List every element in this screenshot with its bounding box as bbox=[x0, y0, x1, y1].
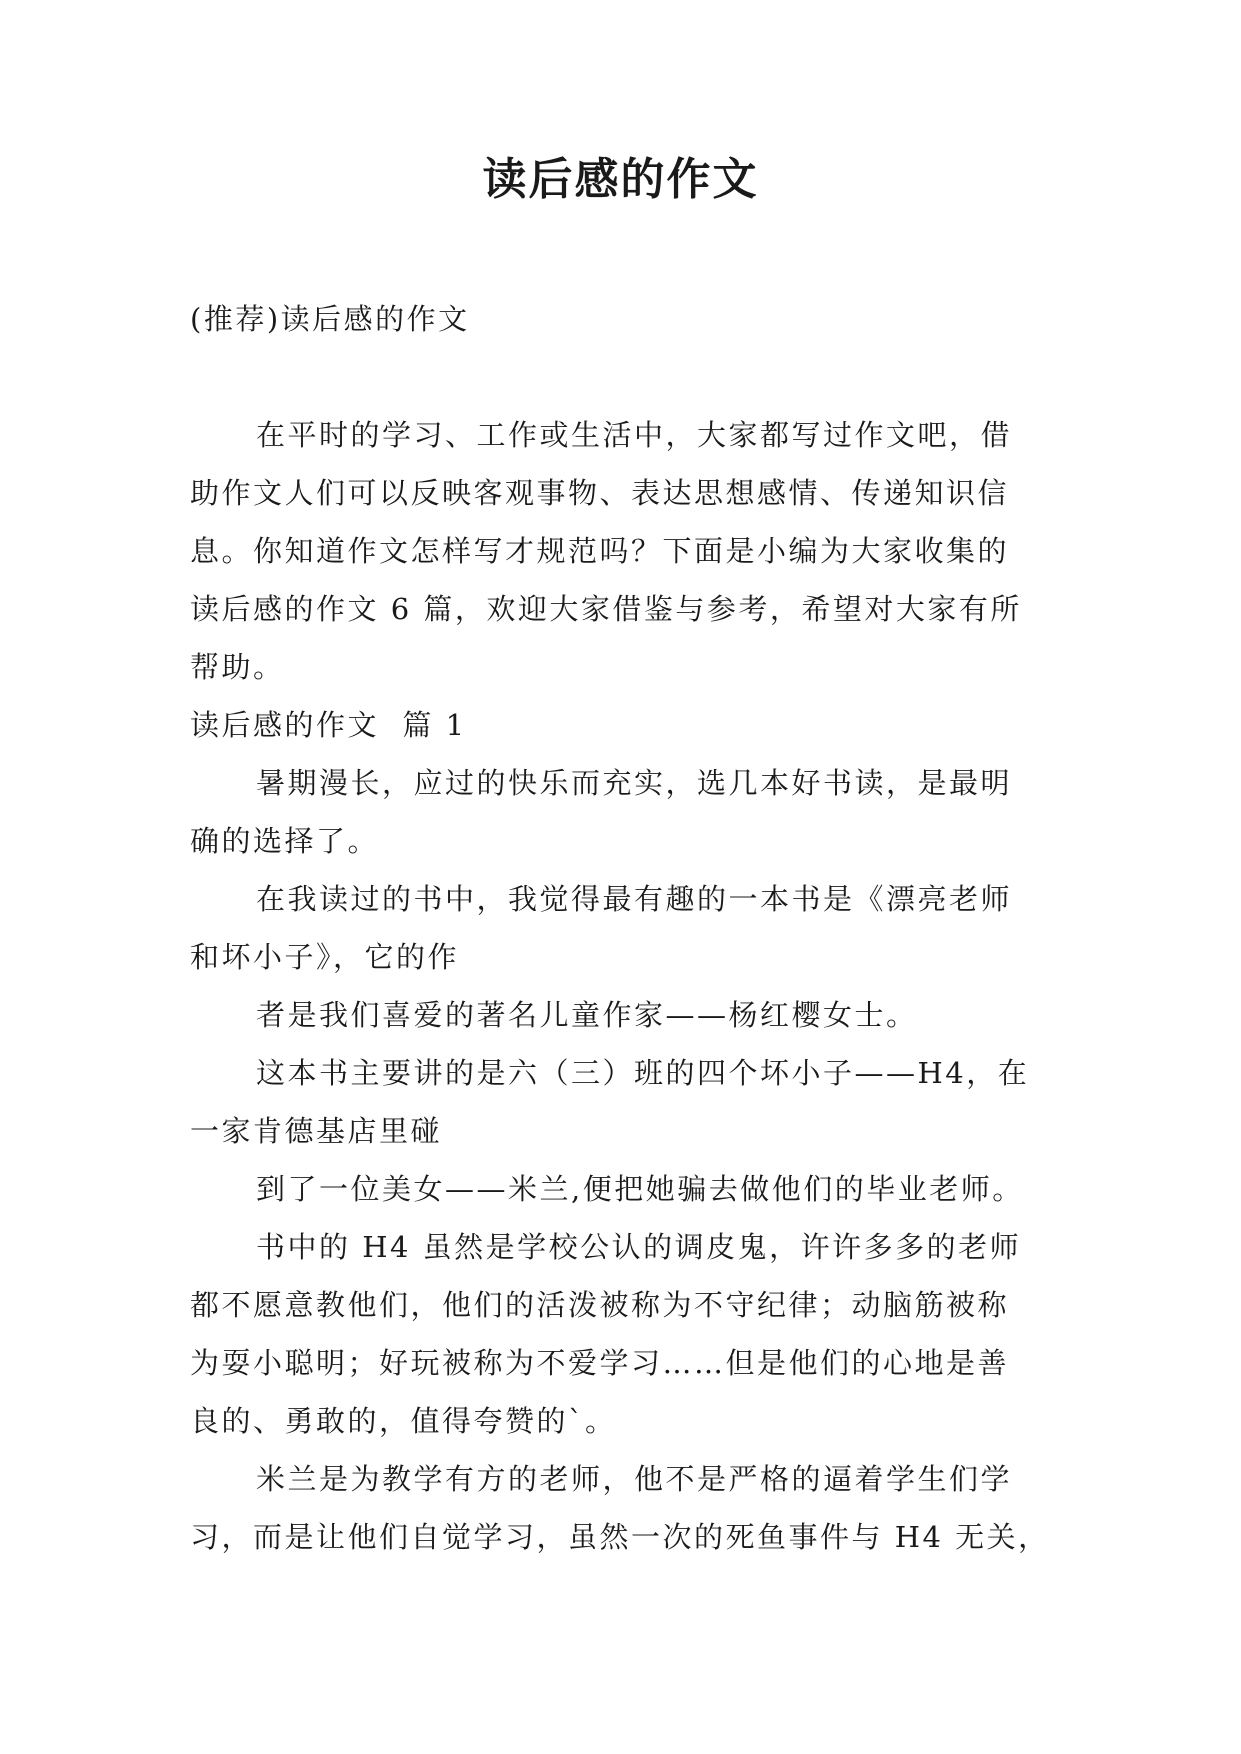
text-line: 都不愿意教他们，他们的活泼被称为不守纪律；动脑筋被称 bbox=[190, 1288, 1010, 1322]
text-line: 帮助。 bbox=[190, 650, 285, 684]
text-line: 确的选择了。 bbox=[190, 824, 380, 858]
text-line: 到了一位美女——米兰,便把她骗去做他们的毕业老师。 bbox=[256, 1172, 1024, 1206]
text-line: 暑期漫长，应过的快乐而充实，选几本好书读，是最明 bbox=[256, 766, 1013, 800]
text-line: 习，而是让他们自觉学习，虽然一次的死鱼事件与 H4 无关， bbox=[190, 1520, 1050, 1554]
text-line: 为耍小聪明；好玩被称为不爱学习……但是他们的心地是善 bbox=[190, 1346, 1010, 1380]
text-line: 米兰是为教学有方的老师，他不是严格的逼着学生们学 bbox=[256, 1462, 1013, 1496]
document-body bbox=[190, 290, 1050, 1566]
paragraph-gap bbox=[190, 348, 1050, 406]
text-line: 书中的 H4 虽然是学校公认的调皮鬼，许许多多的老师 bbox=[256, 1230, 1022, 1264]
text-line: 这本书主要讲的是六（三）班的四个坏小子——H4，在 bbox=[256, 1056, 1030, 1090]
text-line: (推荐)读后感的作文 bbox=[190, 302, 470, 336]
text-line: 在平时的学习、工作或生活中，大家都写过作文吧，借 bbox=[256, 418, 1013, 452]
text-line: 和坏小子》，它的作 bbox=[190, 940, 460, 974]
text-line: 息。你知道作文怎样写才规范吗？下面是小编为大家收集的 bbox=[190, 534, 1010, 568]
text-line: 助作文人们可以反映客观事物、表达思想感情、传递知识信 bbox=[190, 476, 1010, 510]
text-line: 读后感的作文 篇 1 bbox=[190, 708, 467, 742]
text-line: 读后感的作文 6 篇，欢迎大家借鉴与参考，希望对大家有所 bbox=[190, 592, 1022, 626]
text-line: 一家肯德基店里碰 bbox=[190, 1114, 443, 1148]
text-line: 良的、勇敢的，值得夸赞的`。 bbox=[190, 1404, 617, 1438]
document-title: 读后感的作文 bbox=[482, 154, 759, 205]
text-line: 者是我们喜爱的著名儿童作家——杨红樱女士。 bbox=[256, 998, 918, 1032]
text-line: 在我读过的书中，我觉得最有趣的一本书是《漂亮老师 bbox=[256, 882, 1013, 916]
